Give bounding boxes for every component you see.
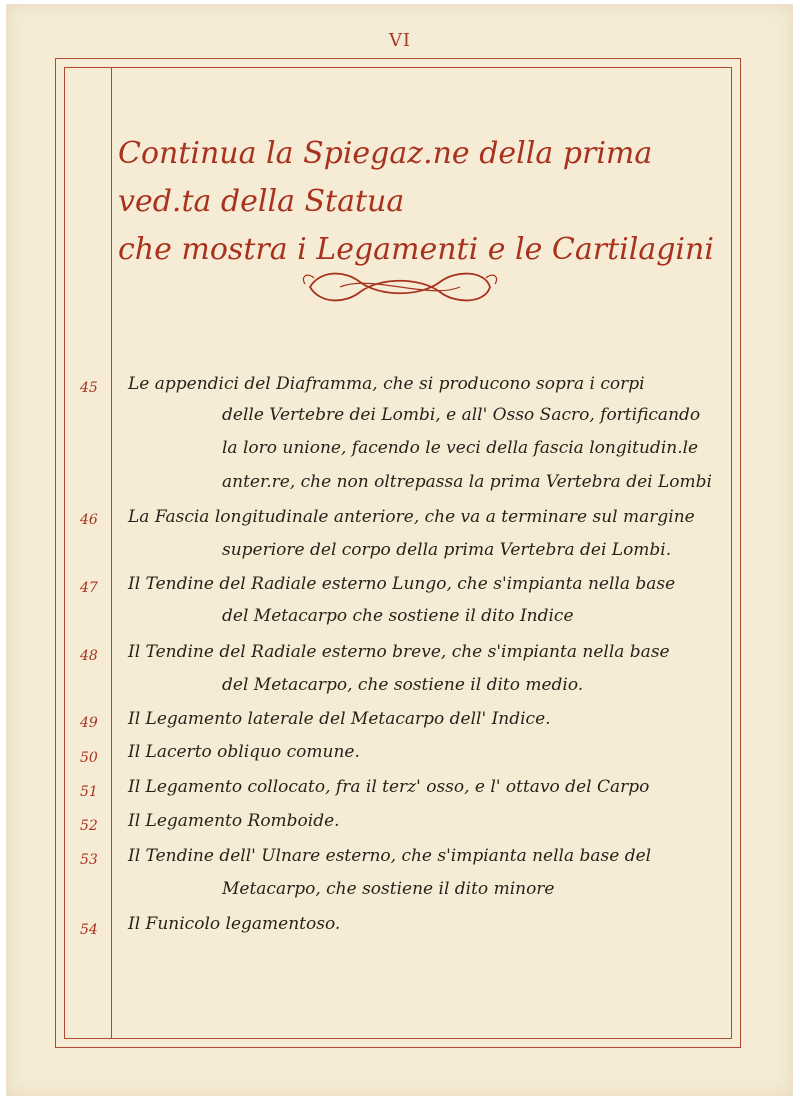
entry-50-line-1: Il Lacerto obliquo comune. bbox=[128, 742, 360, 762]
entry-52-line-1: Il Legamento Romboide. bbox=[128, 811, 340, 831]
entry-number-53: 53 bbox=[80, 852, 98, 868]
title-line-1: Continua la Spiegaz.ne della prima ved.ta della Statua bbox=[118, 136, 653, 219]
entry-45-line-2: delle Vertebre dei Lombi, e all' Osso Sacro, fortificando bbox=[222, 405, 701, 425]
entry-53-line-1: Il Tendine dell' Ulnare esterno, che s'impianta nella base del bbox=[128, 846, 652, 866]
entry-number-48: 48 bbox=[80, 648, 98, 664]
entry-45-line-1: Le appendici del Diaframma, che si producono sopra i corpi bbox=[128, 374, 645, 394]
page-title bbox=[118, 130, 728, 274]
page-number: VI bbox=[388, 30, 412, 51]
entry-number-47: 47 bbox=[80, 580, 98, 596]
entry-45-line-3: la loro unione, facendo le veci della fascia longitudin.le bbox=[222, 438, 699, 458]
entry-47-line-2: del Metacarpo che sostiene il dito Indice bbox=[222, 606, 574, 626]
entry-48-line-1: Il Tendine del Radiale esterno breve, che s'impianta nella base bbox=[128, 642, 670, 662]
entry-number-46: 46 bbox=[80, 512, 98, 528]
entry-49-line-1: Il Legamento laterale del Metacarpo dell' Indice. bbox=[128, 709, 551, 729]
entry-45-line-4: anter.re, che non oltrepassa la prima Vertebra dei Lombi bbox=[222, 472, 712, 492]
entry-number-45: 45 bbox=[80, 380, 98, 396]
entry-number-51: 51 bbox=[80, 784, 98, 800]
title-line-2: che mostra i Legamenti e le Cartilagini bbox=[118, 232, 714, 267]
entry-number-49: 49 bbox=[80, 715, 98, 731]
entry-47-line-1: Il Tendine del Radiale esterno Lungo, che s'impianta nella base bbox=[128, 574, 676, 594]
entry-54-line-1: Il Funicolo legamentoso. bbox=[128, 914, 341, 934]
entry-51-line-1: Il Legamento collocato, fra il terz' osso, e l' ottavo del Carpo bbox=[128, 777, 650, 797]
entry-53-line-2: Metacarpo, che sostiene il dito minore bbox=[222, 879, 555, 899]
margin-rule bbox=[111, 67, 112, 1039]
entry-46-line-1: La Fascia longitudinale anteriore, che va a terminare sul margine bbox=[128, 507, 695, 527]
entry-number-50: 50 bbox=[80, 750, 98, 766]
entry-48-line-2: del Metacarpo, che sostiene il dito medio. bbox=[222, 675, 584, 695]
entry-number-54: 54 bbox=[80, 922, 98, 938]
decorative-flourish bbox=[300, 262, 500, 312]
entry-number-52: 52 bbox=[80, 818, 98, 834]
entry-46-line-2: superiore del corpo della prima Vertebra dei Lombi. bbox=[222, 540, 672, 560]
